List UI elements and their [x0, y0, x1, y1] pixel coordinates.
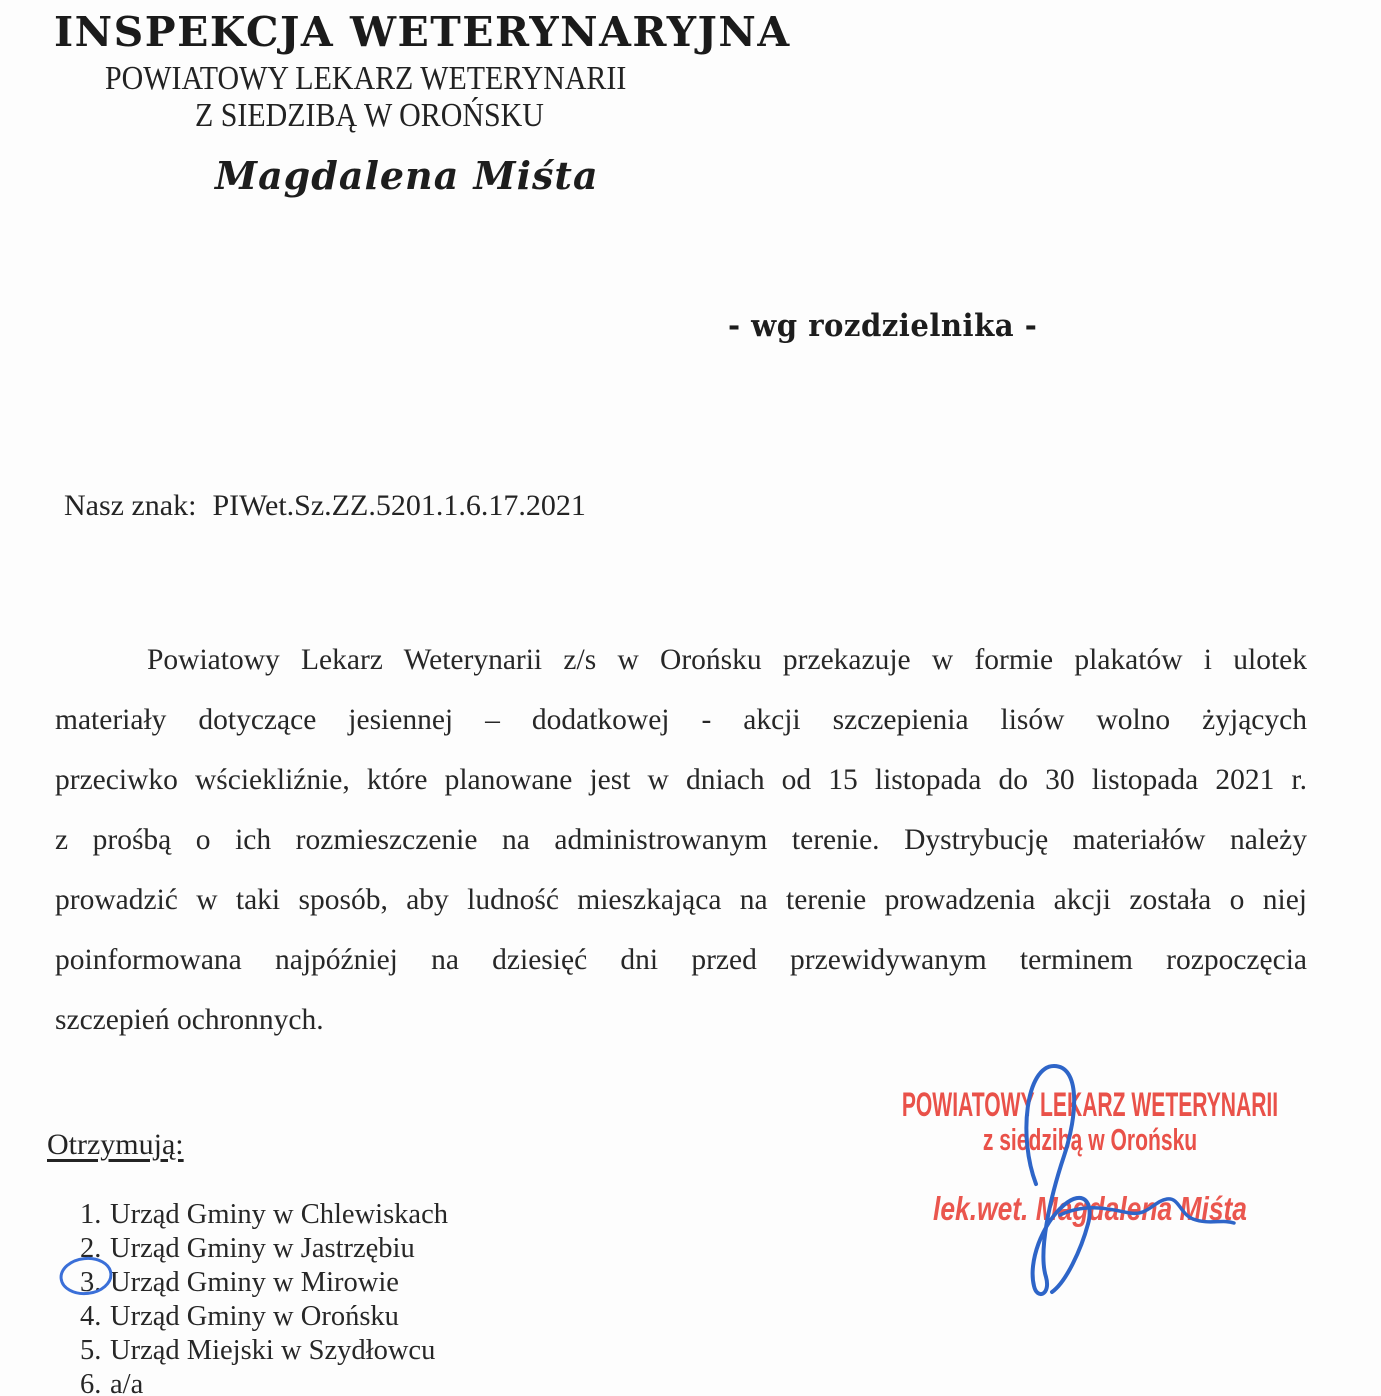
- recipient-text: Urząd Miejski w Szydłowcu: [110, 1335, 436, 1366]
- recipient-number: 1.: [80, 1199, 102, 1230]
- body-line: Powiatowy Lekarz Weterynarii z/s w Orońsku przekazuje w formie plakatów i ulotek: [147, 644, 1307, 676]
- reference-number: PIWet.Sz.ZZ.5201.1.6.17.2021: [212, 489, 586, 522]
- letterhead-title: INSPEKCJA WETERYNARYJNA: [54, 8, 791, 56]
- recipient-item: [80, 1198, 448, 1232]
- recipient-item: [80, 1232, 448, 1266]
- recipient-text: Urząd Gminy w Orońsku: [110, 1301, 399, 1332]
- recipient-number: 2.: [80, 1233, 102, 1264]
- letterhead-subtitle-office: POWIATOWY LEKARZ WETERYNARII: [105, 60, 627, 97]
- body-line: prowadzić w taki sposób, aby ludność mieszkająca na terenie prowadzenia akcji została o niej: [55, 884, 1307, 916]
- stamp-office-line: POWIATOWY LEKARZ WETERYNARII: [901, 1086, 1279, 1124]
- body-line: materiały dotyczące jesiennej – dodatkowej - akcji szczepienia lisów wolno żyjących: [55, 704, 1307, 736]
- letterhead-subtitle-location: Z SIEDZIBĄ W OROŃSKU: [195, 97, 544, 134]
- recipient-text: Urząd Gminy w Jastrzębiu: [110, 1233, 415, 1264]
- letterhead-official-name: Magdalena Miśta: [215, 153, 599, 198]
- stamp-signer-name: lek.wet. Magdalena Miśta: [933, 1190, 1247, 1227]
- body-paragraph: [55, 630, 1307, 1050]
- recipient-number: 3.: [80, 1267, 102, 1298]
- recipient-text: a/a: [110, 1369, 144, 1396]
- recipient-number: 4.: [80, 1301, 102, 1332]
- recipients-heading: Otrzymują:: [47, 1128, 184, 1161]
- reference-line: [64, 489, 586, 523]
- recipient-text: Urząd Gminy w Mirowie: [110, 1267, 399, 1298]
- body-line: szczepień ochronnych.: [55, 1004, 324, 1036]
- recipient-text: Urząd Gminy w Chlewiskach: [110, 1199, 448, 1230]
- recipient-item: [80, 1334, 448, 1368]
- recipient-number: 6.: [80, 1369, 102, 1396]
- recipient-item: [80, 1300, 448, 1334]
- recipients-list: [80, 1198, 448, 1396]
- body-line: z prośbą o ich rozmieszczenie na administrowanym terenie. Dystrybucję materiałów należy: [55, 824, 1307, 856]
- body-line: poinformowana najpóźniej na dziesięć dni przed przewidywanym terminem rozpoczęcia: [55, 944, 1307, 976]
- recipient-number: 5.: [80, 1335, 102, 1366]
- addressee-line: - wg rozdzielnika -: [728, 308, 1038, 344]
- stamp-location-line: z siedzibą w Orońsku: [982, 1122, 1198, 1157]
- reference-label: Nasz znak:: [64, 489, 197, 522]
- body-line: przeciwko wściekliźnie, które planowane jest w dniach od 15 listopada do 30 listopada 2021 r.: [55, 764, 1307, 796]
- recipient-item: [80, 1368, 448, 1396]
- recipient-item-circled: [80, 1266, 448, 1300]
